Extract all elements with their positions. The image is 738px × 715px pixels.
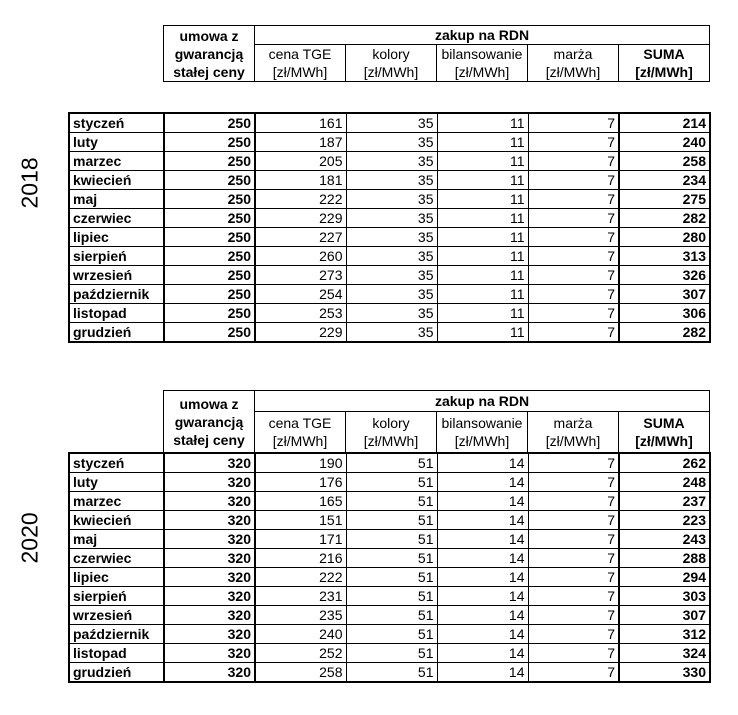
value-cell: 11	[437, 285, 528, 304]
value-cell: 273	[255, 266, 346, 285]
table-row	[69, 644, 710, 663]
sum-cell: 326	[619, 266, 710, 285]
value-cell: 11	[437, 171, 528, 190]
fixed-price-cell: 250	[164, 113, 255, 133]
value-cell: 14	[437, 530, 528, 549]
fixed-price-header: umowa z gwarancją stałej ceny	[164, 391, 255, 453]
table-row	[69, 247, 710, 266]
value-cell: 151	[255, 511, 346, 530]
month-cell: sierpień	[69, 587, 164, 606]
fixed-price-cell: 250	[164, 285, 255, 304]
value-cell: 7	[528, 228, 619, 247]
table-row	[69, 228, 710, 247]
value-cell: 11	[437, 209, 528, 228]
sum-cell: 262	[619, 453, 710, 473]
sum-cell: 313	[619, 247, 710, 266]
value-cell: 7	[528, 133, 619, 152]
value-cell: 260	[255, 247, 346, 266]
value-cell: 7	[528, 663, 619, 683]
fixed-price-cell: 320	[164, 568, 255, 587]
value-cell: 35	[346, 285, 437, 304]
month-cell: styczeń	[69, 453, 164, 473]
fixed-price-cell: 320	[164, 511, 255, 530]
table-row	[69, 568, 710, 587]
month-cell: lipiec	[69, 568, 164, 587]
fixed-price-cell: 320	[164, 606, 255, 625]
sum-cell: 248	[619, 473, 710, 492]
value-cell: 14	[437, 511, 528, 530]
sum-cell: 234	[619, 171, 710, 190]
column-header: cena TGE [zł/MWh]	[255, 412, 346, 453]
value-cell: 7	[528, 644, 619, 663]
month-cell: lipiec	[69, 228, 164, 247]
table-row	[69, 587, 710, 606]
fixed-price-cell: 320	[164, 644, 255, 663]
value-cell: 51	[346, 663, 437, 683]
value-cell: 14	[437, 568, 528, 587]
value-cell: 222	[255, 190, 346, 209]
month-cell: marzec	[69, 152, 164, 171]
fixed-price-cell: 250	[164, 304, 255, 323]
fixed-price-cell: 320	[164, 625, 255, 644]
table-row	[69, 304, 710, 323]
table-row	[69, 453, 710, 473]
column-header: marża [zł/MWh]	[528, 45, 619, 82]
value-cell: 11	[437, 133, 528, 152]
value-cell: 11	[437, 228, 528, 247]
fixed-price-cell: 250	[164, 133, 255, 152]
month-cell: maj	[69, 190, 164, 209]
value-cell: 7	[528, 606, 619, 625]
table-row	[69, 473, 710, 492]
month-cell: kwiecień	[69, 511, 164, 530]
value-cell: 231	[255, 587, 346, 606]
column-header: marża [zł/MWh]	[528, 412, 619, 453]
fixed-price-cell: 320	[164, 492, 255, 511]
value-cell: 35	[346, 247, 437, 266]
sum-cell: 303	[619, 587, 710, 606]
sum-cell: 223	[619, 511, 710, 530]
value-cell: 11	[437, 323, 528, 343]
table-row	[69, 209, 710, 228]
table-row	[69, 152, 710, 171]
year-label: 2018	[16, 157, 43, 209]
table-row	[69, 606, 710, 625]
value-cell: 35	[346, 133, 437, 152]
sum-cell: 288	[619, 549, 710, 568]
value-cell: 11	[437, 152, 528, 171]
value-cell: 165	[255, 492, 346, 511]
value-cell: 11	[437, 190, 528, 209]
column-header: cena TGE [zł/MWh]	[255, 45, 346, 82]
fixed-price-cell: 250	[164, 247, 255, 266]
fixed-price-cell: 320	[164, 453, 255, 473]
value-cell: 51	[346, 453, 437, 473]
month-cell: wrzesień	[69, 606, 164, 625]
month-cell: listopad	[69, 304, 164, 323]
column-header: bilansowanie [zł/MWh]	[437, 412, 528, 453]
sum-cell: 307	[619, 606, 710, 625]
price-table-header	[163, 390, 710, 453]
fixed-price-cell: 250	[164, 171, 255, 190]
value-cell: 11	[437, 304, 528, 323]
table-row	[69, 190, 710, 209]
value-cell: 35	[346, 171, 437, 190]
value-cell: 7	[528, 492, 619, 511]
sum-cell: 312	[619, 625, 710, 644]
month-cell: grudzień	[69, 323, 164, 343]
value-cell: 7	[528, 152, 619, 171]
price-table-2018	[68, 112, 711, 343]
value-cell: 14	[437, 644, 528, 663]
value-cell: 227	[255, 228, 346, 247]
value-cell: 14	[437, 453, 528, 473]
table-row	[69, 133, 710, 152]
fixed-price-cell: 320	[164, 663, 255, 683]
table-row	[69, 530, 710, 549]
value-cell: 14	[437, 587, 528, 606]
fixed-price-cell: 320	[164, 549, 255, 568]
month-cell: luty	[69, 133, 164, 152]
value-cell: 7	[528, 625, 619, 644]
column-header-sum: SUMA [zł/MWh]	[619, 412, 710, 453]
sum-cell: 282	[619, 209, 710, 228]
table-row	[69, 171, 710, 190]
value-cell: 7	[528, 568, 619, 587]
value-cell: 14	[437, 549, 528, 568]
table-row	[69, 285, 710, 304]
value-cell: 161	[255, 113, 346, 133]
fixed-price-header: umowa z gwarancją stałej ceny	[164, 26, 255, 82]
value-cell: 181	[255, 171, 346, 190]
sum-cell: 294	[619, 568, 710, 587]
table-row	[69, 323, 710, 343]
value-cell: 240	[255, 625, 346, 644]
table-row	[69, 113, 710, 133]
table-row	[69, 511, 710, 530]
price-table-2020	[68, 452, 711, 683]
value-cell: 35	[346, 209, 437, 228]
table-row	[69, 492, 710, 511]
value-cell: 51	[346, 473, 437, 492]
sum-cell: 307	[619, 285, 710, 304]
month-cell: maj	[69, 530, 164, 549]
table-row	[69, 625, 710, 644]
value-cell: 35	[346, 266, 437, 285]
value-cell: 35	[346, 190, 437, 209]
column-header: kolory [zł/MWh]	[346, 412, 437, 453]
value-cell: 176	[255, 473, 346, 492]
fixed-price-cell: 320	[164, 530, 255, 549]
value-cell: 7	[528, 453, 619, 473]
value-cell: 187	[255, 133, 346, 152]
month-cell: luty	[69, 473, 164, 492]
value-cell: 35	[346, 228, 437, 247]
value-cell: 216	[255, 549, 346, 568]
value-cell: 7	[528, 530, 619, 549]
fixed-price-cell: 250	[164, 266, 255, 285]
value-cell: 235	[255, 606, 346, 625]
value-cell: 11	[437, 266, 528, 285]
value-cell: 229	[255, 209, 346, 228]
value-cell: 7	[528, 190, 619, 209]
value-cell: 51	[346, 549, 437, 568]
value-cell: 51	[346, 625, 437, 644]
fixed-price-cell: 320	[164, 587, 255, 606]
fixed-price-cell: 320	[164, 473, 255, 492]
value-cell: 51	[346, 492, 437, 511]
month-cell: czerwiec	[69, 209, 164, 228]
value-cell: 7	[528, 113, 619, 133]
value-cell: 7	[528, 285, 619, 304]
sum-cell: 275	[619, 190, 710, 209]
value-cell: 252	[255, 644, 346, 663]
value-cell: 51	[346, 511, 437, 530]
value-cell: 253	[255, 304, 346, 323]
value-cell: 14	[437, 663, 528, 683]
value-cell: 51	[346, 568, 437, 587]
fixed-price-cell: 250	[164, 209, 255, 228]
sum-cell: 280	[619, 228, 710, 247]
value-cell: 51	[346, 606, 437, 625]
sum-cell: 258	[619, 152, 710, 171]
month-cell: październik	[69, 625, 164, 644]
value-cell: 7	[528, 587, 619, 606]
fixed-price-cell: 250	[164, 152, 255, 171]
value-cell: 35	[346, 323, 437, 343]
sum-cell: 324	[619, 644, 710, 663]
value-cell: 205	[255, 152, 346, 171]
value-cell: 11	[437, 247, 528, 266]
value-cell: 7	[528, 323, 619, 343]
value-cell: 7	[528, 209, 619, 228]
value-cell: 7	[528, 247, 619, 266]
month-cell: styczeń	[69, 113, 164, 133]
value-cell: 7	[528, 549, 619, 568]
month-cell: czerwiec	[69, 549, 164, 568]
value-cell: 190	[255, 453, 346, 473]
sum-cell: 330	[619, 663, 710, 683]
value-cell: 51	[346, 587, 437, 606]
value-cell: 7	[528, 171, 619, 190]
value-cell: 7	[528, 473, 619, 492]
group-header: zakup na RDN	[255, 26, 710, 45]
value-cell: 14	[437, 606, 528, 625]
fixed-price-cell: 250	[164, 323, 255, 343]
sum-cell: 237	[619, 492, 710, 511]
sum-cell: 306	[619, 304, 710, 323]
value-cell: 35	[346, 152, 437, 171]
value-cell: 222	[255, 568, 346, 587]
value-cell: 35	[346, 113, 437, 133]
value-cell: 11	[437, 113, 528, 133]
value-cell: 14	[437, 492, 528, 511]
month-cell: kwiecień	[69, 171, 164, 190]
month-cell: marzec	[69, 492, 164, 511]
sum-cell: 240	[619, 133, 710, 152]
value-cell: 7	[528, 266, 619, 285]
value-cell: 14	[437, 625, 528, 644]
month-cell: listopad	[69, 644, 164, 663]
value-cell: 258	[255, 663, 346, 683]
table-row	[69, 663, 710, 683]
sum-cell: 282	[619, 323, 710, 343]
sum-cell: 243	[619, 530, 710, 549]
month-cell: październik	[69, 285, 164, 304]
column-header-sum: SUMA [zł/MWh]	[619, 45, 710, 82]
month-cell: sierpień	[69, 247, 164, 266]
sum-cell: 214	[619, 113, 710, 133]
fixed-price-cell: 250	[164, 190, 255, 209]
column-header: kolory [zł/MWh]	[346, 45, 437, 82]
value-cell: 254	[255, 285, 346, 304]
month-cell: grudzień	[69, 663, 164, 683]
value-cell: 7	[528, 511, 619, 530]
month-cell: wrzesień	[69, 266, 164, 285]
value-cell: 14	[437, 473, 528, 492]
group-header: zakup na RDN	[255, 391, 710, 412]
value-cell: 171	[255, 530, 346, 549]
value-cell: 229	[255, 323, 346, 343]
table-row	[69, 549, 710, 568]
table-row	[69, 266, 710, 285]
column-header: bilansowanie [zł/MWh]	[437, 45, 528, 82]
price-table-header	[163, 25, 710, 82]
value-cell: 35	[346, 304, 437, 323]
year-label: 2020	[16, 512, 43, 564]
value-cell: 51	[346, 530, 437, 549]
value-cell: 7	[528, 304, 619, 323]
fixed-price-cell: 250	[164, 228, 255, 247]
value-cell: 51	[346, 644, 437, 663]
